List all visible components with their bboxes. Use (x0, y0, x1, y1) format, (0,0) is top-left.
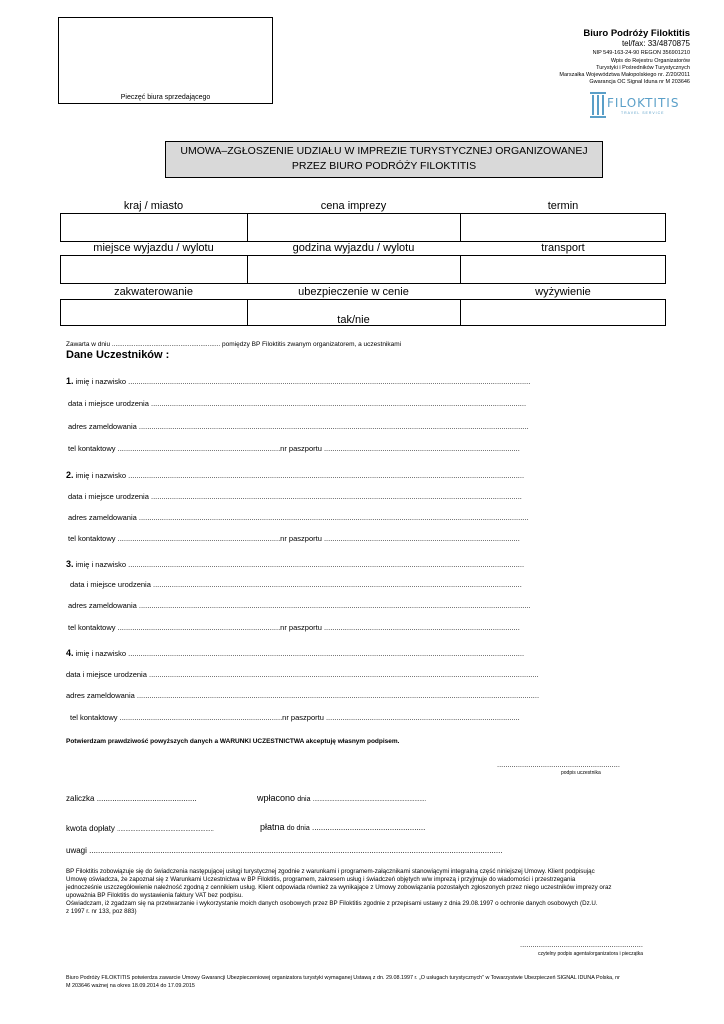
field-accommodation[interactable] (60, 299, 248, 326)
label-price: cena imprezy (320, 200, 387, 212)
due-date-label: do dnia (286, 825, 310, 832)
field-departure-time[interactable] (247, 255, 461, 284)
agreement-line: Zawarta w dniu ............................................................ pomiędzy BP Filoktitis zwanym organizatorem, a uczestnikami (66, 341, 402, 348)
participant-1-name-row[interactable]: 1. imię i nazwisko ................................................................................................................................................................................................. (66, 376, 531, 386)
company-reg-1: Wpis do Rejestru Organizatorów (610, 58, 690, 64)
footer-line-1: Biuro Podróży FILOKTITIS potwierdza zawarcie Umowy Gwarancji Ubezpieczeniowej organizatora turystyki wymaganej Ustawą z dn. 29.08.1997 r. „O usługach turystycznych” w Towarzystwie Ubezpieczeń SIGNAL IDUNA Polska, nr (66, 975, 620, 981)
participants-heading: Dane Uczestników : (66, 349, 170, 361)
deposit-row[interactable]: zaliczka ............................................. (66, 794, 197, 803)
field-departure-place[interactable] (60, 255, 248, 284)
terms-line-6: z 1997 r. nr 133, poz 883) (66, 908, 137, 915)
participant-signature-line[interactable]: ........................................................... (497, 760, 620, 769)
surcharge-label: kwota dopłaty (66, 824, 115, 833)
participant-2-passport-label: nr paszportu (280, 534, 322, 543)
deposit-label: zaliczka (66, 794, 95, 803)
participant-3-name-label: imię i nazwisko (75, 560, 127, 569)
insurance-yes-no: tak/nie (337, 314, 370, 326)
agent-signature-line[interactable]: ........................................................... (520, 940, 643, 949)
participant-4-number: 4. (66, 648, 74, 658)
paid-row[interactable]: wpłacono dnia .................................................................... (257, 793, 427, 803)
participant-2-birth-row[interactable]: data i miejsce urodzenia .................................................................................................................................................................................. (68, 492, 522, 501)
participant-4-name-label: imię i nazwisko (75, 649, 127, 658)
field-country-city[interactable] (60, 213, 248, 242)
label-meals: wyżywienie (535, 286, 591, 298)
logo-text: FILOKTITIS (607, 96, 680, 110)
notes-row[interactable]: uwagi .......................................................................................................................................................................................... (66, 846, 503, 855)
company-reg-4: Gwarancja OC Signal Iduna nr M 203646 (589, 79, 690, 85)
terms-line-3: jednocześnie uszczegółowienie należność zgodną z cennikiem usług. Klient odpowiada również za wynikające z Umowy zobowiązania pozostałych zgłoszonych przez niego uczestników imprezy oraz (66, 884, 612, 891)
participant-2-address-label: adres zameldowania (68, 513, 137, 522)
confirmation-statement: Potwierdzam prawdziwość powyższych danych a WARUNKI UCZESTNICTWA akceptuję własnym podpisem. (66, 738, 400, 745)
participant-3-phone-row[interactable]: tel kontaktowy ..............................................................................nr paszportu .............................................................................................. (68, 623, 520, 632)
participant-1-address-label: adres zameldowania (68, 422, 137, 431)
due-label: płatna (260, 822, 285, 832)
field-price[interactable] (247, 213, 461, 242)
company-name: Biuro Podróży Filoktitis (583, 28, 690, 39)
label-departure-time: godzina wyjazdu / wylotu (292, 242, 415, 254)
participant-3-phone-label: tel kontaktowy (68, 623, 116, 632)
participant-3-address-row[interactable]: adres zameldowania ............................................................................................................................................................................................ (68, 601, 531, 610)
field-transport[interactable] (460, 255, 666, 284)
participant-4-address-row[interactable]: adres zameldowania ................................................................................................................................................................................................. (66, 691, 540, 700)
label-country-city: kraj / miasto (123, 200, 184, 212)
participant-3-birth-label: data i miejsce urodzenia (70, 580, 151, 589)
label-accommodation: zakwaterowanie (114, 286, 193, 298)
seller-stamp-box (58, 17, 273, 104)
participant-4-birth-row[interactable]: data i miejsce urodzenia ........................................................................................................................................................................................... (66, 670, 539, 679)
participant-1-phone-label: tel kontaktowy (68, 444, 116, 453)
participant-1-number: 1. (66, 376, 74, 386)
company-reg-2: Turystyki i Pośredników Turystycznych (596, 65, 690, 71)
company-ids: NIP 549-163-24-90 REGON 356901210 (592, 50, 690, 56)
due-row[interactable]: płatna do dnia ................................................... (260, 822, 426, 832)
participant-4-name-row[interactable]: 4. imię i nazwisko .............................................................................................................................................................................................. (66, 648, 525, 658)
participant-1-birth-label: data i miejsce urodzenia (68, 399, 149, 408)
participant-2-address-row[interactable]: adres zameldowania ........................................................................................................................................................................................... (68, 513, 529, 522)
participant-2-phone-row[interactable]: tel kontaktowy ..............................................................................nr paszportu .............................................................................................. (68, 534, 520, 543)
label-transport: transport (541, 242, 585, 254)
participant-2-phone-label: tel kontaktowy (68, 534, 116, 543)
company-reg-3: Marszałka Województwa Małopolskiego nr. Z/20/2011 (559, 72, 690, 78)
participant-2-birth-label: data i miejsce urodzenia (68, 492, 149, 501)
column-logo-icon (589, 90, 609, 120)
participant-1-birth-row[interactable]: data i miejsce urodzenia .................................................................................................................................................................................... (68, 399, 527, 408)
participant-3-passport-label: nr paszportu (280, 623, 322, 632)
participant-3-birth-row[interactable]: data i miejsce urodzenia ................................................................................................................................................................................. (70, 580, 522, 589)
logo-subtext: TRAVEL SERVICE (621, 111, 665, 115)
participant-2-name-row[interactable]: 2. imię i nazwisko .............................................................................................................................................................................................. (66, 470, 525, 480)
field-meals[interactable] (460, 299, 666, 326)
agent-signature-label: czytelny podpis agenta/organizatora i pieczątka (538, 951, 644, 957)
participant-3-address-label: adres zameldowania (68, 601, 137, 610)
participant-1-passport-label: nr paszportu (280, 444, 322, 453)
terms-line-5: Oświadczam, iż zgadzam się na przetwarzanie i wykorzystanie moich danych osobowych przez BP Filoktitis zgodnie z przepisami ustawy z dnia 29.08.1997 o ochronie danych osobowych (Dz.U. (66, 900, 598, 907)
participant-2-number: 2. (66, 470, 74, 480)
terms-line-4: upoważnia BP Filoktitis do wystawienia faktury VAT bez podpisu. (66, 892, 244, 899)
company-phone: tel/fax: 33/4870875 (621, 39, 690, 48)
participant-4-birth-label: data i miejsce urodzenia (66, 670, 147, 679)
terms-line-2: Umowę oświadcza, że zapoznał się z Warunkami Uczestnictwa w BP Filoktitis, programem, zakresem usług i świadczeń objętych w/w imprezą i przyjmuje do wiadomości i przestrzegania (66, 876, 576, 883)
terms-line-1: BP Filoktitis zobowiązuje się do świadczenia następującej usługi turystycznej zgodnie z warunkami i programem-załącznikami stanowiącymi integralną część niniejszej Umowy. Klient podpisując (66, 868, 595, 875)
stamp-label: Pieczęć biura sprzedającego (120, 94, 211, 101)
footer-line-2: M 203646 ważnej na okres 18.09.2014 do 17.09.2015 (66, 983, 195, 989)
notes-label: uwagi (66, 846, 87, 855)
participant-3-number: 3. (66, 559, 74, 569)
label-term: termin (547, 200, 579, 212)
participant-4-address-label: adres zameldowania (66, 691, 135, 700)
surcharge-row[interactable]: kwota dopłaty .......................................................... (66, 824, 214, 833)
label-insurance: ubezpieczenie w cenie (298, 286, 409, 298)
participant-signature-label: podpis uczestnika (561, 770, 601, 776)
paid-label: wpłacono (257, 793, 296, 803)
label-departure-place: miejsce wyjazdu / wylotu (93, 242, 214, 254)
paid-date-label: dnia (297, 796, 311, 803)
participant-3-name-row[interactable]: 3. imię i nazwisko .............................................................................................................................................................................................. (66, 559, 525, 569)
field-term[interactable] (460, 213, 666, 242)
filoktitis-logo (589, 90, 689, 120)
participant-2-name-label: imię i nazwisko (75, 471, 127, 480)
participant-4-phone-label: tel kontaktowy (70, 713, 118, 722)
participant-1-phone-row[interactable]: tel kontaktowy ..............................................................................nr paszportu .............................................................................................. (68, 444, 520, 453)
contract-title-line-1: UMOWA–ZGŁOSZENIE UDZIAŁU W IMPREZIE TURYSTYCZNEJ ORGANIZOWANEJ (180, 145, 588, 157)
participant-1-name-label: imię i nazwisko (75, 377, 127, 386)
participant-1-address-row[interactable]: adres zameldowania ........................................................................................................................................................................................... (68, 422, 529, 431)
contract-title-box (165, 141, 603, 178)
contract-title-line-2: PRZEZ BIURO PODRÓŻY FILOKTITIS (291, 160, 477, 172)
participant-4-passport-label: nr paszportu (282, 713, 324, 722)
participant-4-phone-row[interactable]: tel kontaktowy ..............................................................................nr paszportu ............................................................................................. (70, 713, 520, 722)
